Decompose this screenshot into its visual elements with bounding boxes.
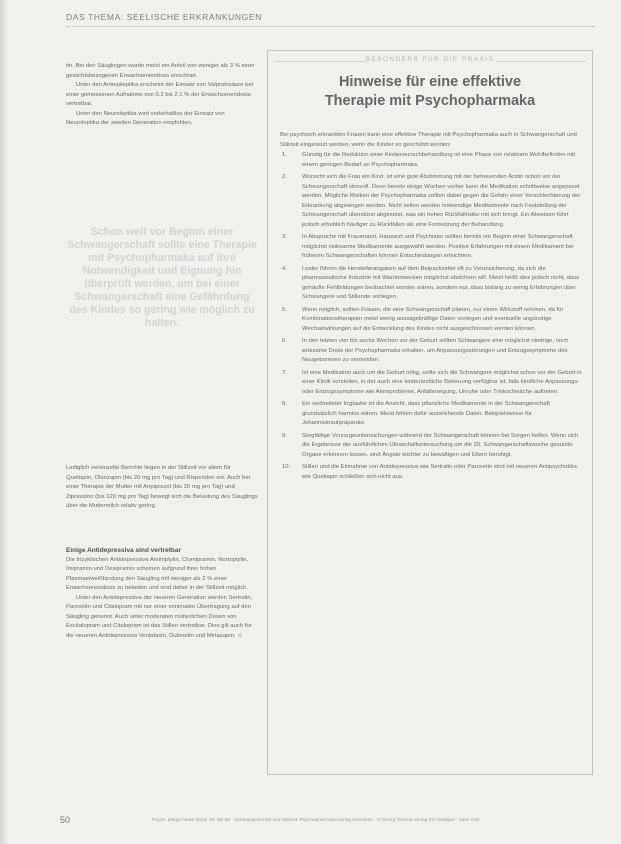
- practice-info-box: [267, 50, 593, 775]
- list-item-text: Sorgfältige Vorsorgeuntersuchungen während der Schwangerschaft können bei Sorgen helfen. Wenn sich die Ergebnisse der ausführlichen Ultraschalluntersuchung um die 20. Schwangerschaftswoche gesunde Organe erkennen lassen, sind Ängste leichter zu bewältigen und Eltern beruhigt.: [302, 432, 579, 458]
- list-item: [280, 233, 582, 262]
- list-number: 1.: [282, 152, 287, 158]
- page-edge-shadow: [0, 0, 8, 844]
- list-number: 2.: [282, 174, 287, 180]
- page-footer: [60, 815, 595, 829]
- box-title-line: Hinweise für eine effektive: [338, 74, 522, 90]
- body-paragraph: tin. Bei den Säuglingen wurde meist ein Anteil von weniger als 3 % einer gewichtsbezogenen Erwachsenendosis errechnet.: [66, 63, 255, 79]
- list-number: 10.: [282, 464, 291, 470]
- list-item-text: In Absprache mit Frauenarzt, Hausarzt und Psychiater sollten bereits vor Beginn einer Schwangerschaft möglichst risikoarme Medikamente ausgewählt werden. Positive Erfahrungen mit einem Medikament bei früheren Schwangerschaften können Entscheidungen erleichtern.: [302, 234, 574, 259]
- box-title-line: Therapie mit Psychopharmaka: [324, 93, 536, 109]
- list-item: [280, 151, 582, 170]
- list-number: 7.: [282, 369, 287, 376]
- list-item-text: Stillen und die Einnahme von Antidepressiva wie Sertralin oder Paroxetin sind mit neueren Antipsychotika wie Quetiapin schließen sich nicht aus.: [302, 464, 577, 480]
- list-number: 9.: [282, 432, 287, 439]
- list-item: [280, 337, 582, 366]
- box-title: [268, 73, 592, 111]
- box-intro: Bei psychisch erkrankten Frauen kann eine effektive Therapie mit Psychopharmaka auch in Schwangerschaft und Stillzeit eingesetzt werden, wenn die Kinder so geschützt werden:: [280, 132, 577, 148]
- pull-quote: Schon weit vor Beginn einer Schwangerschaft sollte eine Therapie mit Psychopharmaka auf ihre Notwendigkeit und Eignung hin überprüft werden, um bei einer Schwangerschaft eine Gefährdung des Kindes so gering wie möglich zu halten.: [67, 226, 257, 329]
- list-number: 6.: [282, 338, 287, 344]
- list-item: [280, 432, 582, 461]
- recommendation-list: [280, 151, 582, 485]
- page-number: 50: [60, 815, 71, 825]
- box-label: BESONDERS FÜR DIE PRAXIS: [365, 56, 495, 63]
- list-item-text: Günstig für die Reduktion einer Kinderwunschbehandlung ist eine Phase von relativem Wohlbefinden mit einem geringen Bedarf an Psychopharmaka.: [302, 152, 575, 168]
- body-paragraph: Die trizyklischen Antidepressiva Amitriptylin, Clomipramin, Nortriptylin, Imipramin und Desipramin scheinen aufgrund ihrer hohen Plasmaeiweißbindung den Säugling mit weniger als 2 % einer Erwachsenendosis zu belasten und sind daher in der Stillzeit möglich.: [66, 556, 249, 591]
- footer-citation: Psych. pflege heute 2014; 20: 48–50 · Schwangerschaft und Stillzeit: Psychopharmaka richtig einsetzen · © Georg Thieme Verlag KG Stuttgart · New York: [152, 818, 480, 823]
- list-item-text: Leider führen die Herstellerangaben auf dem Beipackzettel oft zu Verunsicherung, da sich die pharmazeutische Industrie mit Warnhinweisen möglichst absichern will. Meist heißt dies jedoch nicht, dass gehäufte Fehlbildungen beobachtet worden wären, sondern nur, dass bislang zu wenig Erfahrungen über Schwangere und Stillende vorliegen.: [302, 265, 580, 300]
- body-paragraph: Unter den Antiepileptika erscheint der Einsatz von Valproinsäure bei einer gemessenen Aufnahme von 0,2 bis 2,1 % der Erwachsenendosis vertretbar.: [66, 82, 254, 107]
- list-item-text: In den letzten vier bis sechs Wochen vor der Geburt sollten Schwangere eine möglichst niedrige, noch wirksame Dosis der Psychopharmaka erhalten, um Anpassungsstörungen und Entzugssymptome des Neugeborenen zu vermeiden.: [302, 338, 569, 363]
- list-item-text: Wenn möglich, sollten Frauen, die eine Schwangerschaft planen, nur einen Wirkstoff nehmen, da für Kombinationstherapien meist wenig aussagekräftige Daten vorliegen und eventuelle ungünstige Wechselwirkungen auf die Entwicklung des Kindes nicht ausgeschlossen werden können.: [302, 306, 564, 332]
- left-column-bottom: [66, 546, 258, 641]
- list-item-text: Ist eine Medikation auch um die Geburt nötig, sollte sich die Schwangere möglichst schon vor der Geburt in einer Klinik vorstellen, in der auch eine kinderärztliche Betreuung verfügbar ist, falls kindliche Anpassungs- oder Entzugssymptome wie Atemprobleme, Anfallsneigung, Unruhe oder Trinkschwäche auftreten.: [302, 369, 582, 395]
- header-divider: [66, 26, 595, 27]
- list-item: [280, 306, 582, 335]
- list-item-text: Wünscht sich die Frau ein Kind, ist eine gute Abstimmung mit der betreuenden Ärztin schon vor der Schwangerschaft sinnvoll. Denn bereits einige Wochen vorher kann die Medikation schrittweise angepasst werden. Mögliche Risiken der Psychopharmaka sollten dabei gegen die Gefahr einer Verschlechterung der Erkrankung abgewogen werden. Nicht selten werden notwendige Medikamente nach Feststellung der Schwangerschaft überstürzt abgesetzt, was ein hohes Rückfallrisiko mit sich bringt. Ein Absetzen führt jedoch erheblich häufiger zu Rückfällen als eine Fortsetzung der Behandlung.: [302, 174, 581, 228]
- list-item-text: Ein verbreiteter Irrglaube ist die Ansicht, dass pflanzliche Medikamente in der Schwangerschaft grundsätzlich harmlos wären. Meist fehlen dafür ausreichende Daten. Beispielsweise für Johanniskrautpräparate.: [302, 401, 550, 426]
- list-number: 3.: [282, 234, 287, 240]
- list-item: [280, 265, 582, 303]
- body-paragraph: Lediglich vereinzelte Berichte liegen in der Stillzeit vor allem für Quetiapin, Olanzapin (bis 20 mg pro Tag) und Risperidon vor. Auch bei einer Therapie der Mutter mit Aripiprazol (bis 20 mg pro Tag) und Ziprasidon (bis 120 mg pro Tag) bewegt sich die Belastung des Säuglings über die Muttermilch relativ gering.: [66, 465, 258, 509]
- left-column-middle: [66, 464, 258, 512]
- list-number: 5.: [282, 306, 287, 313]
- list-item: [280, 173, 582, 230]
- list-item: [280, 369, 582, 398]
- section-heading: Einige Antidepressiva sind vertretbar: [66, 547, 181, 554]
- running-head: DAS THEMA: SEELISCHE ERKRANKUNGEN: [66, 12, 262, 22]
- left-column-top: [66, 62, 258, 129]
- list-item: [280, 400, 582, 429]
- body-paragraph: Unter den Neuroleptika wird vorbehaltlos der Einsatz von Neuroleptika der zweiten Generation empfohlen.: [66, 110, 225, 126]
- body-paragraph: Unter den Antidepressiva der neueren Generation werden Sertralin, Paroxetin und Citalopram mit nur einer minimalen Übertragung auf den Säugling genannt. Auch unter moderaten mütterlichen Dosen von Escitalopram und Citalopram ist das Stillen vertretbar. Dies gilt auch für die neueren Antidepressiva Venlafaxin, Duloxetin und Mirtazapin. ☺: [66, 594, 253, 639]
- list-item: [280, 463, 582, 482]
- list-number: 8.: [282, 401, 287, 407]
- list-number: 4.: [282, 265, 287, 272]
